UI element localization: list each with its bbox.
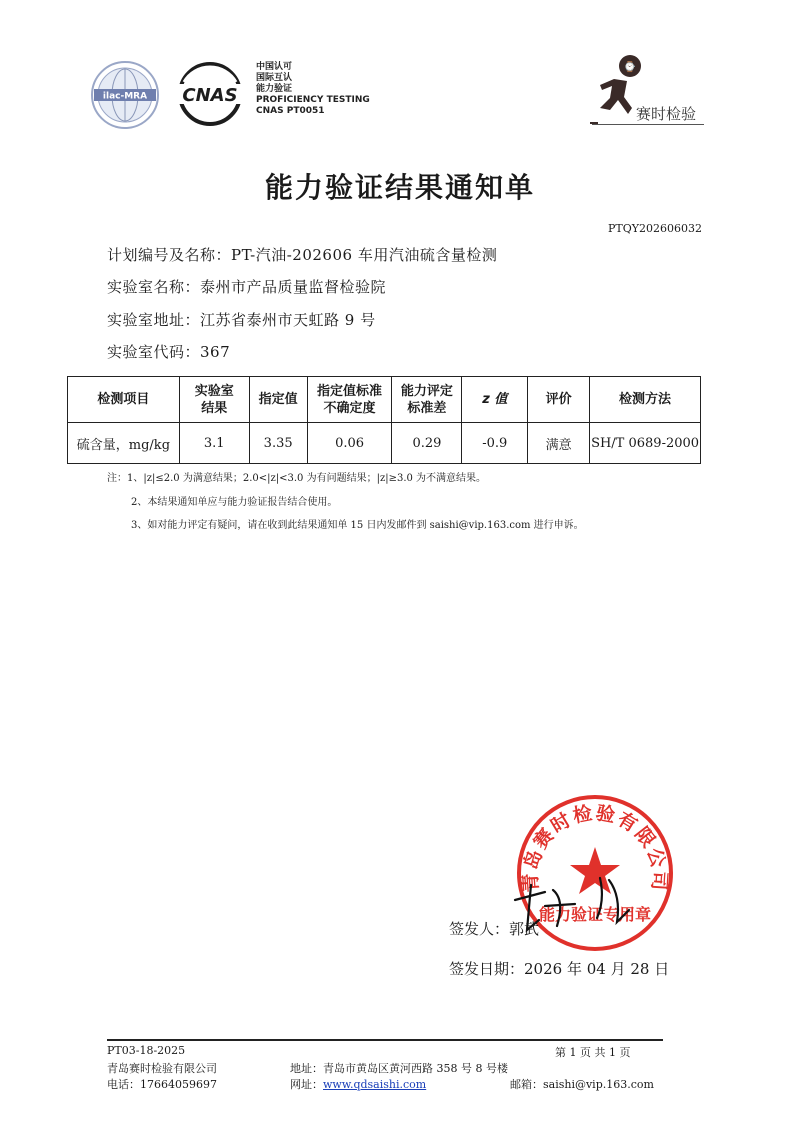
table-row	[68, 423, 701, 464]
table-cell: -0.9	[462, 423, 528, 464]
footer-website	[290, 1076, 426, 1092]
column-header: 检测方法	[590, 377, 701, 423]
accreditation-line: 中国认可	[256, 62, 293, 72]
cnas-logo	[170, 62, 250, 126]
page-number: 第 1 页 共 1 页	[555, 1046, 631, 1059]
column-header: 指定值	[249, 377, 307, 423]
footer-company: 青岛赛时检验有限公司	[107, 1062, 217, 1075]
table-cell: 满意	[528, 423, 590, 464]
table-cell: SH/T 0689-2000	[590, 423, 701, 464]
footer-address: 地址：青岛市黄岛区黄河西路 358 号 8 号楼	[290, 1062, 508, 1075]
accreditation-line: 能力验证	[256, 84, 293, 94]
table-cell: 硫含量，mg/kg	[68, 423, 180, 464]
footer-email: 邮箱：saishi@vip.163.com	[510, 1078, 654, 1091]
table-cell: 3.1	[179, 423, 249, 464]
ilac-mra-logo	[90, 60, 160, 130]
website-link[interactable]: www.qdsaishi.com	[323, 1078, 427, 1091]
column-header: 检测项目	[68, 377, 180, 423]
note-3: 3、如对能力评定有疑问，请在收到此结果通知单 15 日内发邮件到 saishi@vip.163.com 进行申诉。	[131, 520, 584, 531]
svg-text:青岛赛时检验有限公司: 青岛赛时检验有限公司	[519, 801, 671, 893]
column-header: 能力评定 标准差	[392, 377, 462, 423]
document-number: PTQY202606032	[608, 222, 703, 235]
svg-text:ilac-MRA: ilac-MRA	[102, 91, 148, 102]
website-label: 网址：	[290, 1078, 323, 1091]
svg-text:⌚: ⌚	[623, 62, 637, 73]
table-cell: 0.29	[392, 423, 462, 464]
brand-underline	[592, 124, 704, 125]
accreditation-line: CNAS PT0051	[256, 106, 325, 116]
issue-date: 签发日期：2026 年 04 月 28 日	[449, 960, 670, 978]
signer: 签发人：郭武	[449, 920, 540, 938]
note-2: 2、本结果通知单应与能力验证报告结合使用。	[131, 497, 338, 508]
accreditation-line: PROFICIENCY TESTING	[256, 95, 370, 105]
brand-name: 赛时检验	[636, 105, 697, 123]
result-table	[67, 376, 701, 464]
accreditation-text	[256, 62, 370, 117]
accreditation-line: 国际互认	[256, 73, 293, 83]
table-cell: 0.06	[307, 423, 392, 464]
svg-text:能力验证专用章: 能力验证专用章	[538, 905, 652, 924]
column-header: z 值	[462, 377, 528, 423]
table-header-row	[68, 377, 701, 423]
column-header: 评价	[528, 377, 590, 423]
lab-code: 实验室代码：367	[107, 343, 231, 361]
column-header: 指定值标准 不确定度	[307, 377, 392, 423]
footer-phone: 电话：17664059697	[107, 1078, 217, 1091]
lab-address: 实验室地址：江苏省泰州市天虹路 9 号	[107, 311, 376, 329]
footer-divider	[107, 1039, 663, 1041]
lab-name: 实验室名称：泰州市产品质量监督检验院	[107, 278, 387, 296]
svg-text:CNAS: CNAS	[182, 85, 238, 106]
column-header: 实验室 结果	[179, 377, 249, 423]
note-1: 注：1、|z|≤2.0 为满意结果；2.0<|z|<3.0 为有问题结果；|z|≥3.0 为不满意结果。	[107, 473, 487, 484]
form-code: PT03-18-2025	[107, 1044, 186, 1057]
table-cell: 3.35	[249, 423, 307, 464]
plan-info: 计划编号及名称：PT-汽油-202606 车用汽油硫含量检测	[107, 246, 498, 264]
page-title: 能力验证结果通知单	[264, 171, 535, 204]
